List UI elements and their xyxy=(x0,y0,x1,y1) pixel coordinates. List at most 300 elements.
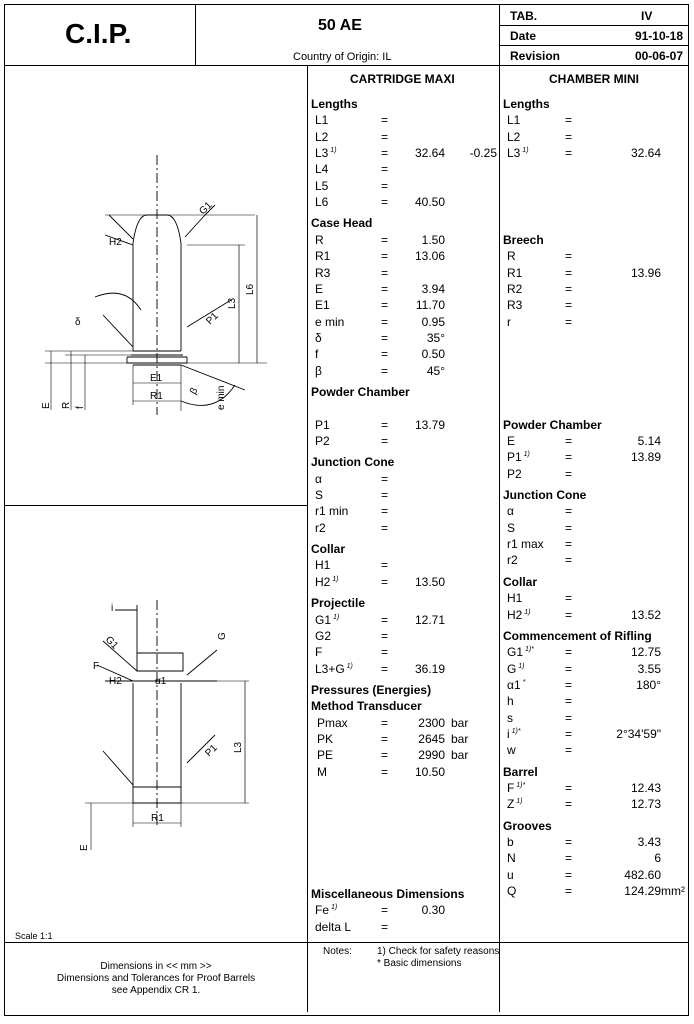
equals-sign: = xyxy=(381,645,389,660)
dimension-row xyxy=(311,417,499,433)
dimension-row xyxy=(311,715,499,731)
date-value: 91-10-18 xyxy=(634,29,683,43)
equals-sign: = xyxy=(381,146,389,161)
dimension-name: Pmax xyxy=(317,715,348,730)
label-delta: δ xyxy=(75,317,81,328)
dimension-name: L3+G $^{1)}$ xyxy=(315,661,353,676)
dimension-row xyxy=(311,612,499,628)
data-sheet xyxy=(4,4,689,1016)
dimension-row xyxy=(311,112,499,128)
equals-sign: = xyxy=(565,607,573,622)
dimension-value: 3.43 xyxy=(637,835,661,850)
dimension-row xyxy=(311,281,499,297)
dimension-name: r xyxy=(507,314,511,329)
dimension-value: 0.50 xyxy=(421,347,445,362)
dimension-value: 124.29 xyxy=(624,884,661,899)
equals-sign: = xyxy=(381,314,389,329)
dimension-row xyxy=(311,503,499,519)
dimension-value: 10.50 xyxy=(414,764,445,779)
footer-top-line xyxy=(5,942,689,943)
dimension-row xyxy=(503,265,689,281)
section-heading: Lengths xyxy=(311,97,358,111)
dimension-value: 13.52 xyxy=(630,607,661,622)
footnote-mark: 1) xyxy=(514,798,523,806)
dimension-row xyxy=(503,145,689,161)
dimension-name: F xyxy=(315,645,323,660)
dimension-row xyxy=(311,902,499,918)
dimension-name: Z $^{1)}$ xyxy=(507,797,523,812)
equals-sign: = xyxy=(381,471,389,486)
dimension-row xyxy=(503,503,689,519)
dimension-row xyxy=(311,145,499,161)
dimension-value: 12.75 xyxy=(630,645,661,660)
dimension-name: α xyxy=(315,471,322,486)
dimension-row xyxy=(311,731,499,747)
section-heading: Collar xyxy=(311,542,346,557)
cartridge-title: CARTRIDGE MAXI xyxy=(350,72,455,86)
dimension-name: G1 $^{1)*}$ xyxy=(507,645,534,660)
dimension-value: 32.64 xyxy=(630,146,661,161)
dimension-row xyxy=(503,726,689,742)
dimension-value: 13.89 xyxy=(630,450,661,465)
dimension-name: L3 $^{1)}$ xyxy=(507,146,529,161)
dimension-row xyxy=(503,590,689,606)
dimension-row xyxy=(311,661,499,677)
footnote-mark: 1) xyxy=(331,613,340,621)
dimension-value: 12.43 xyxy=(630,781,661,795)
dimension-row xyxy=(503,883,689,899)
dimension-name: E xyxy=(507,434,516,448)
dimension-row xyxy=(503,780,689,796)
dimension-unit: bar xyxy=(451,731,469,746)
label-f: f xyxy=(75,406,86,409)
tab-label: TAB. xyxy=(510,9,538,23)
equals-sign: = xyxy=(565,129,573,144)
label-i: i xyxy=(111,603,114,614)
dimension-unit: bar xyxy=(451,748,469,763)
equals-sign: = xyxy=(565,661,573,676)
dimension-value: 2300 xyxy=(418,715,445,730)
dimension-name: Q xyxy=(507,884,517,899)
equals-sign: = xyxy=(381,113,389,128)
label-f: F xyxy=(93,661,100,672)
dimension-value: 12.73 xyxy=(630,797,661,812)
dimension-value: 36.19 xyxy=(414,661,445,676)
dimension-name: G1 $^{1)}$ xyxy=(315,612,340,627)
dimension-row xyxy=(503,850,689,866)
equals-sign: = xyxy=(381,504,389,519)
dimension-tolerance: -0.25 xyxy=(469,146,497,161)
equals-sign: = xyxy=(565,434,573,448)
dimension-value: 40.50 xyxy=(414,195,445,210)
equals-sign: = xyxy=(381,731,389,746)
equals-sign: = xyxy=(565,591,573,606)
dimension-row xyxy=(503,552,689,568)
dimension-name: H2 $^{1)}$ xyxy=(507,607,531,622)
dimension-name: r1 min xyxy=(315,504,349,519)
dimension-name: L6 xyxy=(315,195,329,210)
label-e: E xyxy=(79,844,90,851)
label-g1: G1 xyxy=(102,634,121,652)
dimension-row xyxy=(311,330,499,346)
footnote-mark: 1) xyxy=(328,147,337,155)
footnote-mark: 1)* xyxy=(523,646,534,654)
equals-sign: = xyxy=(381,363,389,378)
dimension-name: α xyxy=(507,504,514,519)
dimension-row xyxy=(503,644,689,660)
equals-sign: = xyxy=(381,129,389,144)
dimension-row xyxy=(503,112,689,128)
equals-sign: = xyxy=(565,851,573,866)
footnote-mark: 1)* xyxy=(514,782,526,789)
section-heading: Barrel xyxy=(503,764,538,779)
dimension-unit: mm² xyxy=(661,884,685,899)
equals-sign: = xyxy=(565,504,573,519)
chamber-drawing xyxy=(5,505,307,942)
equals-sign: = xyxy=(381,488,389,503)
dimension-name: P1 $^{1)}$ xyxy=(507,450,530,465)
chamber-title: CHAMBER MINI xyxy=(549,72,639,86)
dimension-row xyxy=(503,449,689,465)
label-l3: L3 xyxy=(227,297,238,309)
dimension-name: Fe $^{1)}$ xyxy=(315,903,338,918)
dimension-name: N xyxy=(507,851,516,866)
label-alpha1: α1 xyxy=(155,676,167,687)
equals-sign: = xyxy=(381,748,389,763)
equals-sign: = xyxy=(565,249,573,264)
label-p1: P1 xyxy=(203,742,220,760)
section-heading: Powder Chamber xyxy=(503,417,602,432)
dimension-row xyxy=(311,574,499,590)
note-item: * Basic dimensions xyxy=(377,958,462,969)
header-divider xyxy=(195,5,196,65)
equals-sign: = xyxy=(381,434,389,448)
footnote-mark: * xyxy=(520,678,526,686)
dimension-name: R2 xyxy=(507,281,523,296)
section-heading: Powder Chamber xyxy=(311,384,410,399)
label-emin: e min xyxy=(216,385,227,410)
dimension-value: 13.50 xyxy=(414,574,445,589)
dimension-name: S xyxy=(315,488,324,503)
dimension-row xyxy=(311,363,499,379)
dimension-name: R xyxy=(507,249,516,264)
dimension-name: R3 xyxy=(507,298,523,313)
dimension-value: 13.96 xyxy=(630,265,661,280)
dimension-row xyxy=(311,178,499,194)
dimension-name: H1 xyxy=(507,591,523,606)
header-row-line xyxy=(499,45,689,46)
equals-sign: = xyxy=(381,265,389,280)
dimension-name: e min xyxy=(315,314,345,329)
equals-sign: = xyxy=(381,919,389,934)
revision-label: Revision xyxy=(510,49,561,63)
dimension-value: 13.79 xyxy=(414,417,445,432)
equals-sign: = xyxy=(565,298,573,313)
equals-sign: = xyxy=(381,417,389,432)
drawing-divider xyxy=(307,65,308,1012)
equals-sign: = xyxy=(565,645,573,660)
equals-sign: = xyxy=(565,710,573,725)
dimension-name: E xyxy=(315,281,324,296)
header-row-line xyxy=(499,25,689,26)
dimension-name: L4 xyxy=(315,162,329,177)
equals-sign: = xyxy=(381,249,389,264)
dimension-value: 482.60 xyxy=(624,867,661,882)
dimension-row xyxy=(503,314,689,330)
dimension-row xyxy=(311,194,499,210)
section-heading: Miscellaneous Dimensions xyxy=(311,887,465,901)
dimension-row xyxy=(311,433,499,449)
dimension-value: 6 xyxy=(654,851,661,866)
dimension-value: 35° xyxy=(426,330,445,345)
dimension-row xyxy=(503,867,689,883)
equals-sign: = xyxy=(381,612,389,627)
country-of-origin: Country of Origin: IL xyxy=(293,51,392,63)
dimension-row xyxy=(503,742,689,758)
equals-sign: = xyxy=(565,314,573,329)
equals-sign: = xyxy=(381,715,389,730)
dimension-name: R1 xyxy=(507,265,523,280)
dimension-name: M xyxy=(317,764,327,779)
equals-sign: = xyxy=(565,553,573,568)
equals-sign: = xyxy=(381,347,389,362)
dimension-row xyxy=(503,248,689,264)
footer-line: Dimensions in << mm >> xyxy=(100,961,212,972)
equals-sign: = xyxy=(381,298,389,313)
equals-sign: = xyxy=(381,903,389,918)
dimension-name: α1 * xyxy=(507,677,526,692)
label-h2: H2 xyxy=(109,676,122,687)
label-r1: R1 xyxy=(150,391,163,402)
notes-label: Notes: xyxy=(323,946,352,957)
equals-sign: = xyxy=(565,281,573,296)
revision-value: 00-06-07 xyxy=(634,49,683,63)
section-heading: Case Head xyxy=(311,216,373,231)
footnote-mark: 1)* xyxy=(509,727,521,735)
section-heading: Pressures (Energies) xyxy=(311,682,432,697)
dimension-name: s xyxy=(507,710,513,725)
equals-sign: = xyxy=(565,781,573,795)
dimension-value: 0.95 xyxy=(421,314,445,329)
equals-sign: = xyxy=(381,764,389,779)
dimension-row xyxy=(311,747,499,763)
dimension-name: G $^{1)}$ xyxy=(507,661,525,676)
dimension-name: R3 xyxy=(315,265,331,280)
cip-logo: C.I.P. xyxy=(65,18,132,49)
dimension-name: L1 xyxy=(507,113,521,128)
dimension-row xyxy=(503,129,689,145)
cartridge-drawing xyxy=(5,65,307,505)
footnote-mark: 1) xyxy=(516,662,525,670)
equals-sign: = xyxy=(381,520,389,535)
column-divider xyxy=(499,5,500,1012)
dimension-row xyxy=(311,346,499,362)
dimension-name: F $^{1)*}$ xyxy=(507,781,526,795)
section-heading: Commencement of Rifling xyxy=(503,628,652,643)
date-label: Date xyxy=(510,29,537,43)
label-l6: L6 xyxy=(245,283,256,295)
dimension-name: G2 xyxy=(315,628,332,643)
dimension-value: 32.64 xyxy=(414,146,445,161)
section-heading: Junction Cone xyxy=(503,488,587,503)
dimension-value: 13.06 xyxy=(414,249,445,264)
dimension-row xyxy=(311,297,499,313)
footer-line: see Appendix CR 1. xyxy=(111,985,201,996)
dimension-row xyxy=(311,161,499,177)
dimension-name: H1 xyxy=(315,558,331,573)
dimension-row xyxy=(311,487,499,503)
dimension-name: f xyxy=(315,347,319,362)
label-r1: R1 xyxy=(151,813,164,824)
footnote-mark: 1) xyxy=(330,575,339,583)
dimension-row xyxy=(503,466,689,482)
label-g: G xyxy=(217,632,228,640)
label-h2: H2 xyxy=(109,237,122,248)
label-p1: P1 xyxy=(204,310,221,328)
dimension-row xyxy=(503,710,689,726)
dimension-name: PE xyxy=(317,748,334,763)
dimension-row xyxy=(503,677,689,693)
equals-sign: = xyxy=(381,661,389,676)
dimension-value: 12.71 xyxy=(414,612,445,627)
equals-sign: = xyxy=(381,195,389,210)
label-e: E xyxy=(41,402,52,409)
footer-dimensions-note xyxy=(5,961,307,997)
section-heading: Breech xyxy=(503,232,544,247)
equals-sign: = xyxy=(565,265,573,280)
footnote-mark: 1) xyxy=(521,451,530,459)
label-beta: β xyxy=(188,386,201,397)
footer-line: Dimensions and Tolerances for Proof Barrels xyxy=(56,973,256,984)
equals-sign: = xyxy=(381,232,389,247)
dimension-name: i $^{1)*}$ xyxy=(507,726,521,741)
dimension-value: 5.14 xyxy=(637,434,661,448)
dimension-row xyxy=(311,520,499,536)
dimension-value: 2°34'59" xyxy=(616,726,661,741)
dimension-row xyxy=(311,248,499,264)
section-heading: Collar xyxy=(503,574,538,589)
dimension-name: L1 xyxy=(315,113,329,128)
footnote-mark: 1) xyxy=(344,662,353,670)
dimension-row xyxy=(311,471,499,487)
equals-sign: = xyxy=(381,178,389,193)
equals-sign: = xyxy=(565,537,573,552)
dimension-row xyxy=(503,796,689,812)
dimension-value: 11.70 xyxy=(415,298,445,313)
dimension-name: S xyxy=(507,520,516,535)
equals-sign: = xyxy=(381,330,389,345)
dimension-row xyxy=(311,919,499,935)
equals-sign: = xyxy=(565,797,573,812)
dimension-row xyxy=(311,557,499,573)
equals-sign: = xyxy=(565,743,573,758)
dimension-name: delta L xyxy=(315,919,352,934)
dimension-row xyxy=(503,693,689,709)
dimension-row xyxy=(503,281,689,297)
dimension-name: b xyxy=(507,835,514,850)
equals-sign: = xyxy=(381,281,389,296)
dimension-name: u xyxy=(507,867,514,882)
dimension-row xyxy=(503,433,689,449)
dimension-row xyxy=(311,314,499,330)
dimension-value: 45° xyxy=(426,363,445,378)
equals-sign: = xyxy=(565,867,573,882)
section-heading: Grooves xyxy=(503,818,552,833)
dimension-row xyxy=(503,536,689,552)
dimension-row xyxy=(503,661,689,677)
dimension-row xyxy=(311,129,499,145)
dimension-value: 3.94 xyxy=(421,281,445,296)
dimension-name: r2 xyxy=(507,553,518,568)
dimension-name: E1 xyxy=(315,298,330,313)
label-e1: E1 xyxy=(150,373,163,384)
notes-list xyxy=(377,946,499,970)
dimension-name: h xyxy=(507,694,514,709)
label-g1: G1 xyxy=(197,199,215,218)
dimension-row xyxy=(503,607,689,623)
equals-sign: = xyxy=(565,466,573,481)
footnote-mark: 1) xyxy=(520,147,529,155)
section-heading: Lengths xyxy=(503,97,550,111)
equals-sign: = xyxy=(381,558,389,573)
dimension-row xyxy=(311,764,499,780)
dimension-name: w xyxy=(507,743,516,758)
dimension-value: 0.30 xyxy=(421,903,445,918)
dimension-name: L2 xyxy=(507,129,521,144)
dimension-row xyxy=(311,265,499,281)
dimension-value: 1.50 xyxy=(421,232,445,247)
dimension-row xyxy=(503,297,689,313)
dimension-row xyxy=(503,520,689,536)
tab-value: IV xyxy=(641,9,653,23)
dimension-row xyxy=(503,834,689,850)
dimension-name: P1 xyxy=(315,417,330,432)
scale-label: Scale 1:1 xyxy=(15,931,53,941)
section-heading: Method Transducer xyxy=(311,699,422,714)
equals-sign: = xyxy=(565,146,573,161)
dimension-name: L2 xyxy=(315,129,329,144)
section-heading: Projectile xyxy=(311,596,366,611)
dimension-value: 3.55 xyxy=(637,661,661,676)
dimension-name: r2 xyxy=(315,520,326,535)
dimension-name: P2 xyxy=(507,466,522,481)
dimension-name: δ xyxy=(315,330,322,345)
dimension-row xyxy=(311,232,499,248)
equals-sign: = xyxy=(565,884,573,899)
footnote-mark: 1) xyxy=(522,608,531,616)
equals-sign: = xyxy=(565,520,573,535)
dimension-value: 2990 xyxy=(418,748,445,763)
equals-sign: = xyxy=(381,162,389,177)
dimension-value: 2645 xyxy=(418,731,445,746)
equals-sign: = xyxy=(381,574,389,589)
dimension-name: P2 xyxy=(315,434,330,448)
dimension-name: L3 $^{1)}$ xyxy=(315,146,337,161)
equals-sign: = xyxy=(565,835,573,850)
equals-sign: = xyxy=(565,113,573,128)
dimension-unit: bar xyxy=(451,715,469,730)
dimension-name: β xyxy=(315,363,322,378)
footnote-mark: 1) xyxy=(329,904,338,912)
label-r: R xyxy=(61,401,72,409)
dimension-name: R xyxy=(315,232,324,247)
dimension-value: 180° xyxy=(636,677,661,692)
dimension-name: PK xyxy=(317,731,334,746)
caliber-title: 50 AE xyxy=(318,17,362,34)
equals-sign: = xyxy=(381,628,389,643)
equals-sign: = xyxy=(565,694,573,709)
equals-sign: = xyxy=(565,726,573,741)
